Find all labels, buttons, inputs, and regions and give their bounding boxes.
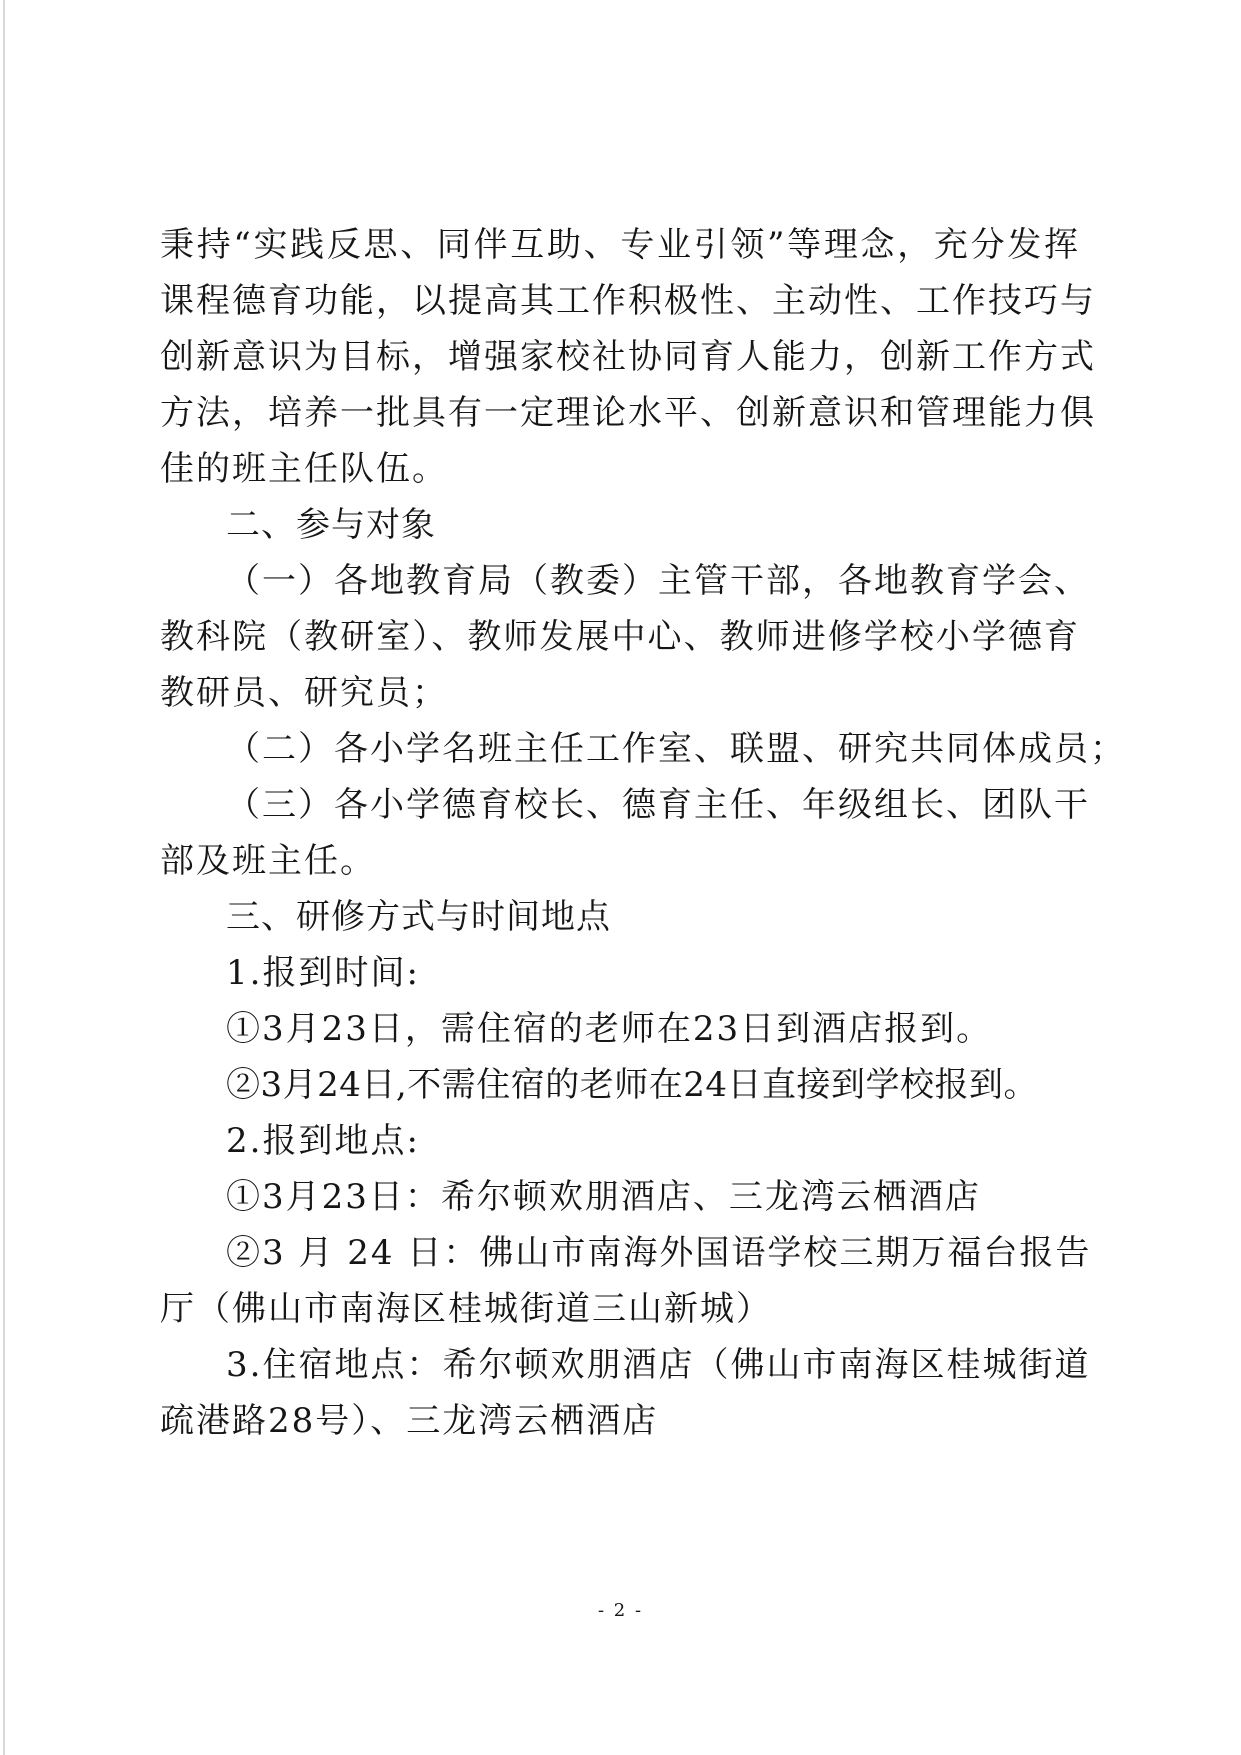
para1-line-3: 创新意识为目标，增强家校社协同育人能力，创新工作方式	[160, 337, 1096, 377]
section2-item3-line-2: 部及班主任。	[160, 841, 376, 881]
scan-edge	[3, 0, 5, 1755]
section2-item3-line-1: （三）各小学德育校长、德育主任、年级组长、团队干	[226, 785, 1090, 825]
checkin-place-item-1: ①3月23日：希尔顿欢朋酒店、三龙湾云栖酒店	[226, 1177, 981, 1217]
page-number: - 2 -	[597, 1600, 644, 1621]
section3-title: 三、研修方式与时间地点	[226, 897, 611, 937]
para1-line-5: 佳的班主任队伍。	[160, 449, 448, 489]
section2-title: 二、参与对象	[226, 505, 436, 545]
lodging-line-1: 3.住宿地点：希尔顿欢朋酒店（佛山市南海区桂城街道	[226, 1345, 1091, 1385]
para1-line-1: 秉持“实践反思、同伴互助、专业引领”等理念，充分发挥	[160, 225, 1080, 265]
checkin-time-label: 1.报到时间:	[226, 953, 420, 993]
section2-item1-line-1: （一）各地教育局（教委）主管干部，各地教育学会、	[226, 561, 1090, 601]
section2-item1-line-2: 教科院（教研室）、教师发展中心、教师进修学校小学德育	[160, 617, 1080, 657]
para1-line-4: 方法，培养一批具有一定理论水平、创新意识和管理能力俱	[160, 393, 1096, 433]
section2-item2: （二）各小学名班主任工作室、联盟、研究共同体成员；	[226, 729, 1126, 769]
checkin-time-item-2: ②3月24日,不需住宿的老师在24日直接到学校报到。	[226, 1065, 1038, 1105]
para1-line-2: 课程德育功能，以提高其工作积极性、主动性、工作技巧与	[160, 281, 1096, 321]
lodging-line-2: 疏港路28号）、三龙湾云栖酒店	[160, 1401, 659, 1441]
checkin-place-label: 2.报到地点:	[226, 1121, 420, 1161]
section2-item1-line-3: 教研员、研究员；	[160, 673, 448, 713]
checkin-place-item-2-line-1: ②3 月 24 日：佛山市南海外国语学校三期万福台报告	[226, 1233, 1092, 1273]
checkin-place-item-2-line-2: 厅（佛山市南海区桂城街道三山新城）	[160, 1289, 772, 1329]
checkin-time-item-1: ①3月23日，需住宿的老师在23日到酒店报到。	[226, 1009, 993, 1049]
